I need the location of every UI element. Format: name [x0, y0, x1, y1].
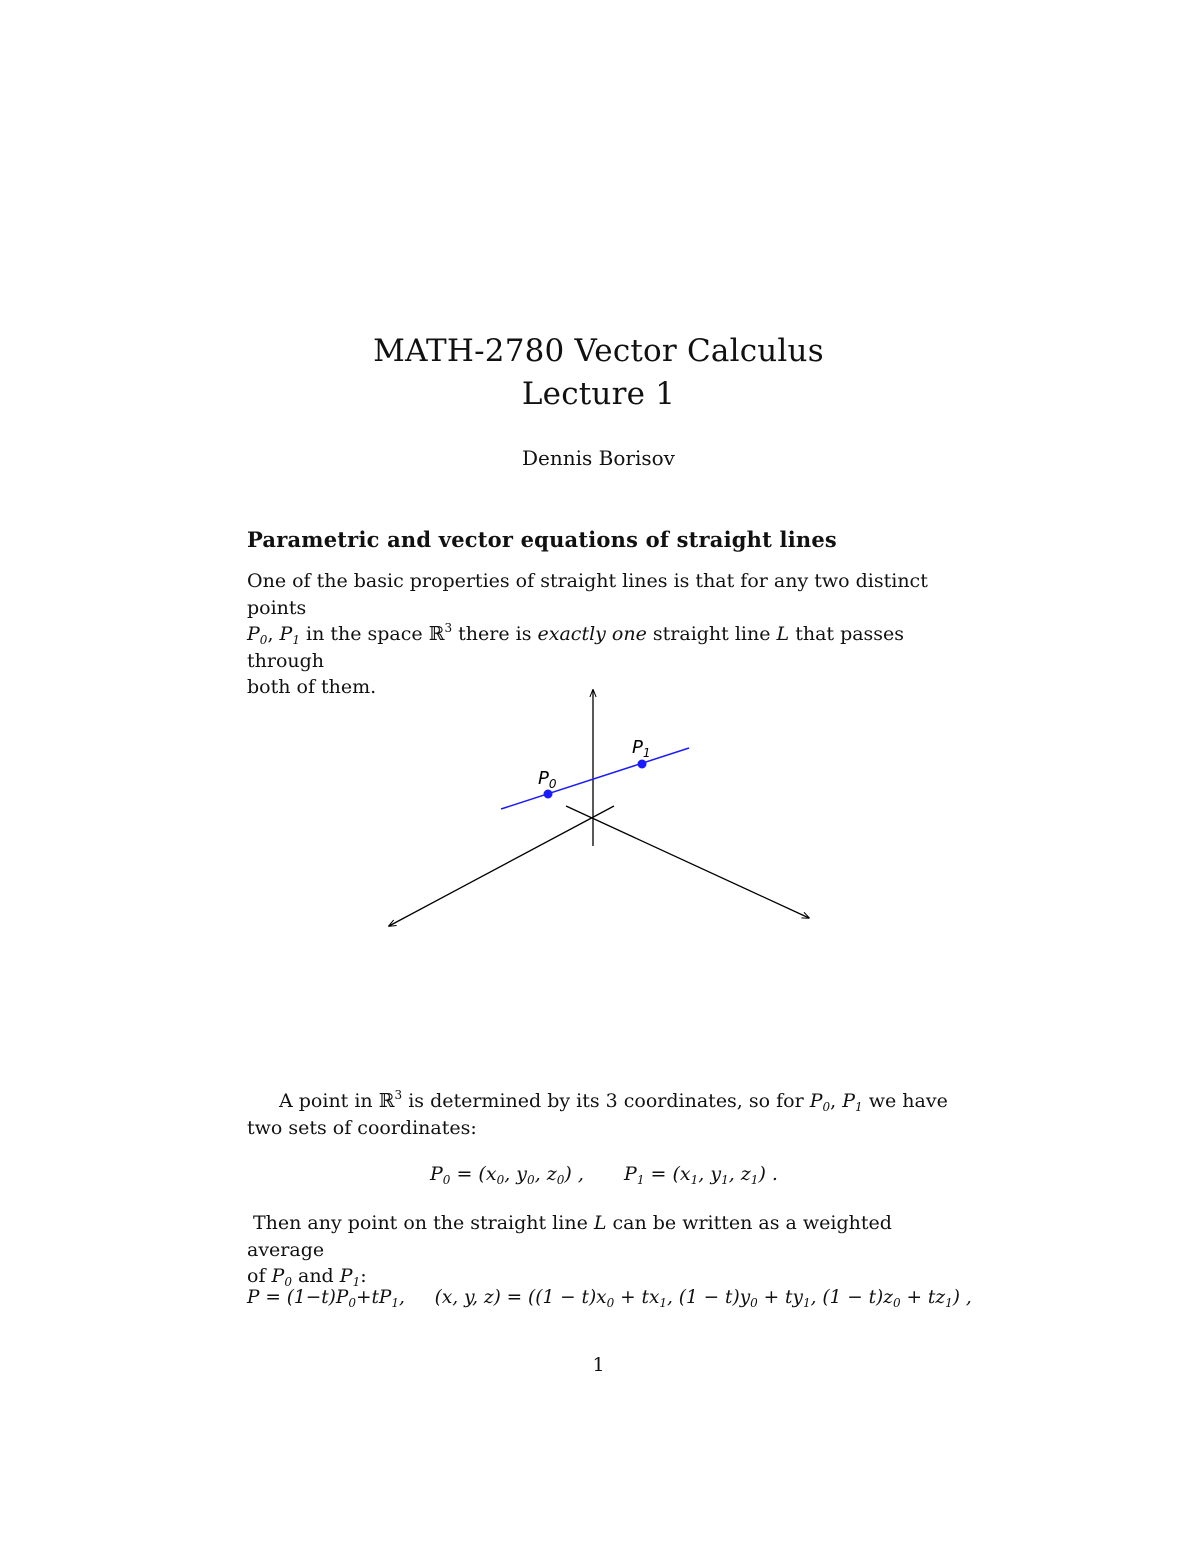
math-p0: $P_0$ — [271, 1265, 292, 1289]
label-p1: $P_1$ — [632, 737, 651, 760]
math-p1: $P_1$ — [842, 1090, 863, 1114]
text: straight line — [646, 623, 777, 645]
emphasis: exactly one — [537, 623, 647, 645]
math-p0: $P_0$ — [247, 623, 268, 647]
text: we have — [862, 1090, 948, 1112]
text: there is — [452, 623, 538, 645]
page-number: 1 — [592, 1354, 605, 1376]
author: Dennis Borisov — [522, 446, 675, 470]
x-axis — [389, 806, 614, 926]
equation-coordinates: $P_0 = (x_0$, $y_0$, $z_0$) , $P_1 = (x_1$, $y_1$, $z_1$) . — [430, 1163, 778, 1187]
text: two sets of coordinates: — [247, 1116, 477, 1139]
y-axis — [566, 806, 809, 918]
text: One of the basic properties of straight lines is that for any two distinct points — [247, 570, 928, 619]
text: can be written as a weighted average — [247, 1212, 892, 1261]
text: , — [267, 623, 280, 645]
math-p0: $P_0$ — [809, 1090, 831, 1114]
text: both of them. — [247, 676, 377, 698]
point-p1 — [638, 760, 647, 769]
title-line-1: MATH-2780 Vector Calculus — [373, 333, 824, 369]
math-r3: ℝ$^3$ — [378, 1088, 403, 1112]
text: Then any point on the straight line — [253, 1212, 594, 1234]
title-line-2: Lecture 1 — [521, 376, 676, 412]
equation-parametric: $P = (1-t)P_0+tP_1$, (x, y, $z) = ((1 - t)x_0 + tx_1$, $(1 - t)y_0 + ty_1$, $(1 - t)z_0 + tz_1$) , — [247, 1287, 972, 1310]
text: of — [247, 1265, 272, 1287]
text: in the space — [299, 623, 429, 645]
text: and — [291, 1265, 340, 1287]
math-l: L — [776, 623, 790, 645]
paragraph-coordinates — [247, 1088, 967, 1141]
math-l: L — [593, 1212, 607, 1234]
text: : — [360, 1265, 367, 1287]
math-p1: $P_1$ — [339, 1265, 361, 1289]
label-p0: $P_0$ — [538, 768, 557, 791]
paragraph-weighted-average — [247, 1210, 967, 1290]
text: is determined by its 3 coordinates, so for — [402, 1090, 810, 1112]
straight-line-l — [501, 748, 689, 809]
section-heading: Parametric and vector equations of straight lines — [247, 527, 837, 552]
text: that passes through — [247, 623, 905, 672]
text: A point in — [279, 1090, 379, 1112]
math-p1: $P_1$ — [279, 623, 300, 647]
math-r3: ℝ$^3$ — [428, 621, 453, 645]
text: , — [830, 1090, 843, 1112]
